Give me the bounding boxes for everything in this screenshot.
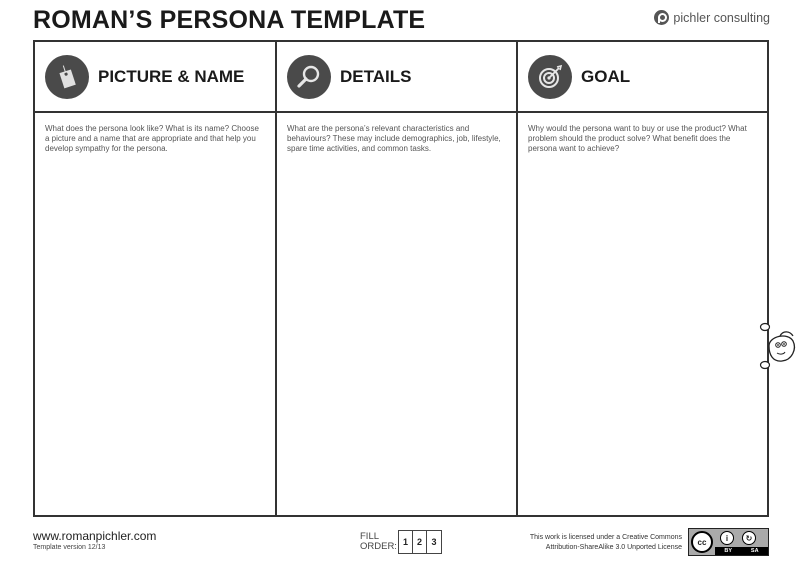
column-details[interactable] [277,42,518,515]
column-goal[interactable] [518,42,767,515]
license-line: Attribution-ShareAlike 3.0 Unported License [545,544,682,551]
target-icon [528,55,572,99]
column-header [277,42,516,113]
share-alike-icon: ↻ [742,531,756,545]
brand[interactable] [654,10,770,25]
column-hint: What are the persona’s relevant characteristics and behaviours? These may include demographics, job, lifestyle, spare time activities, and common tasks. [287,124,501,154]
fill-order-step: 3 [431,537,437,547]
cc-sa-label: SA [750,548,759,554]
cc-icon: cc [691,531,713,553]
tag-icon [45,55,89,99]
fill-order-label: FILL ORDER: [360,531,397,552]
fill-order-step: 2 [413,531,427,553]
column-picture-name[interactable] [35,42,277,515]
cc-badge-strip [715,547,768,555]
column-title: PICTURE & NAME [98,66,245,86]
column-hint: What does the persona look like? What is its name? Choose a picture and a name that are appropriate and that help you develop sympathy for the persona. [45,124,259,154]
creative-commons-badge[interactable] [688,528,769,556]
attribution-icon: i [720,531,734,545]
cc-by-label: BY [724,548,733,554]
column-title: DETAILS [340,66,412,86]
template-version: Template version 12/13 [33,544,106,551]
fill-order-boxes [398,530,442,554]
fill-order-step: 1 [399,531,413,553]
license-text [500,533,682,553]
page-title: ROMAN’S PERSONA TEMPLATE [33,6,426,34]
column-title: GOAL [581,66,631,86]
website-link[interactable]: www.romanpichler.com [33,529,157,543]
persona-board [33,40,769,517]
peeking-figure-illustration [758,322,800,374]
pichler-logo-icon [654,10,669,25]
fill-order [360,530,442,554]
brand-name: pichler consulting [673,10,770,25]
column-header [35,42,275,113]
magnifier-icon [287,55,331,99]
column-header [518,42,767,113]
license-line: This work is licensed under a Creative Commons [529,534,682,541]
column-hint: Why would the persona want to buy or use the product? What problem should the product solve? What benefit does the persona want to achieve? [528,124,747,154]
